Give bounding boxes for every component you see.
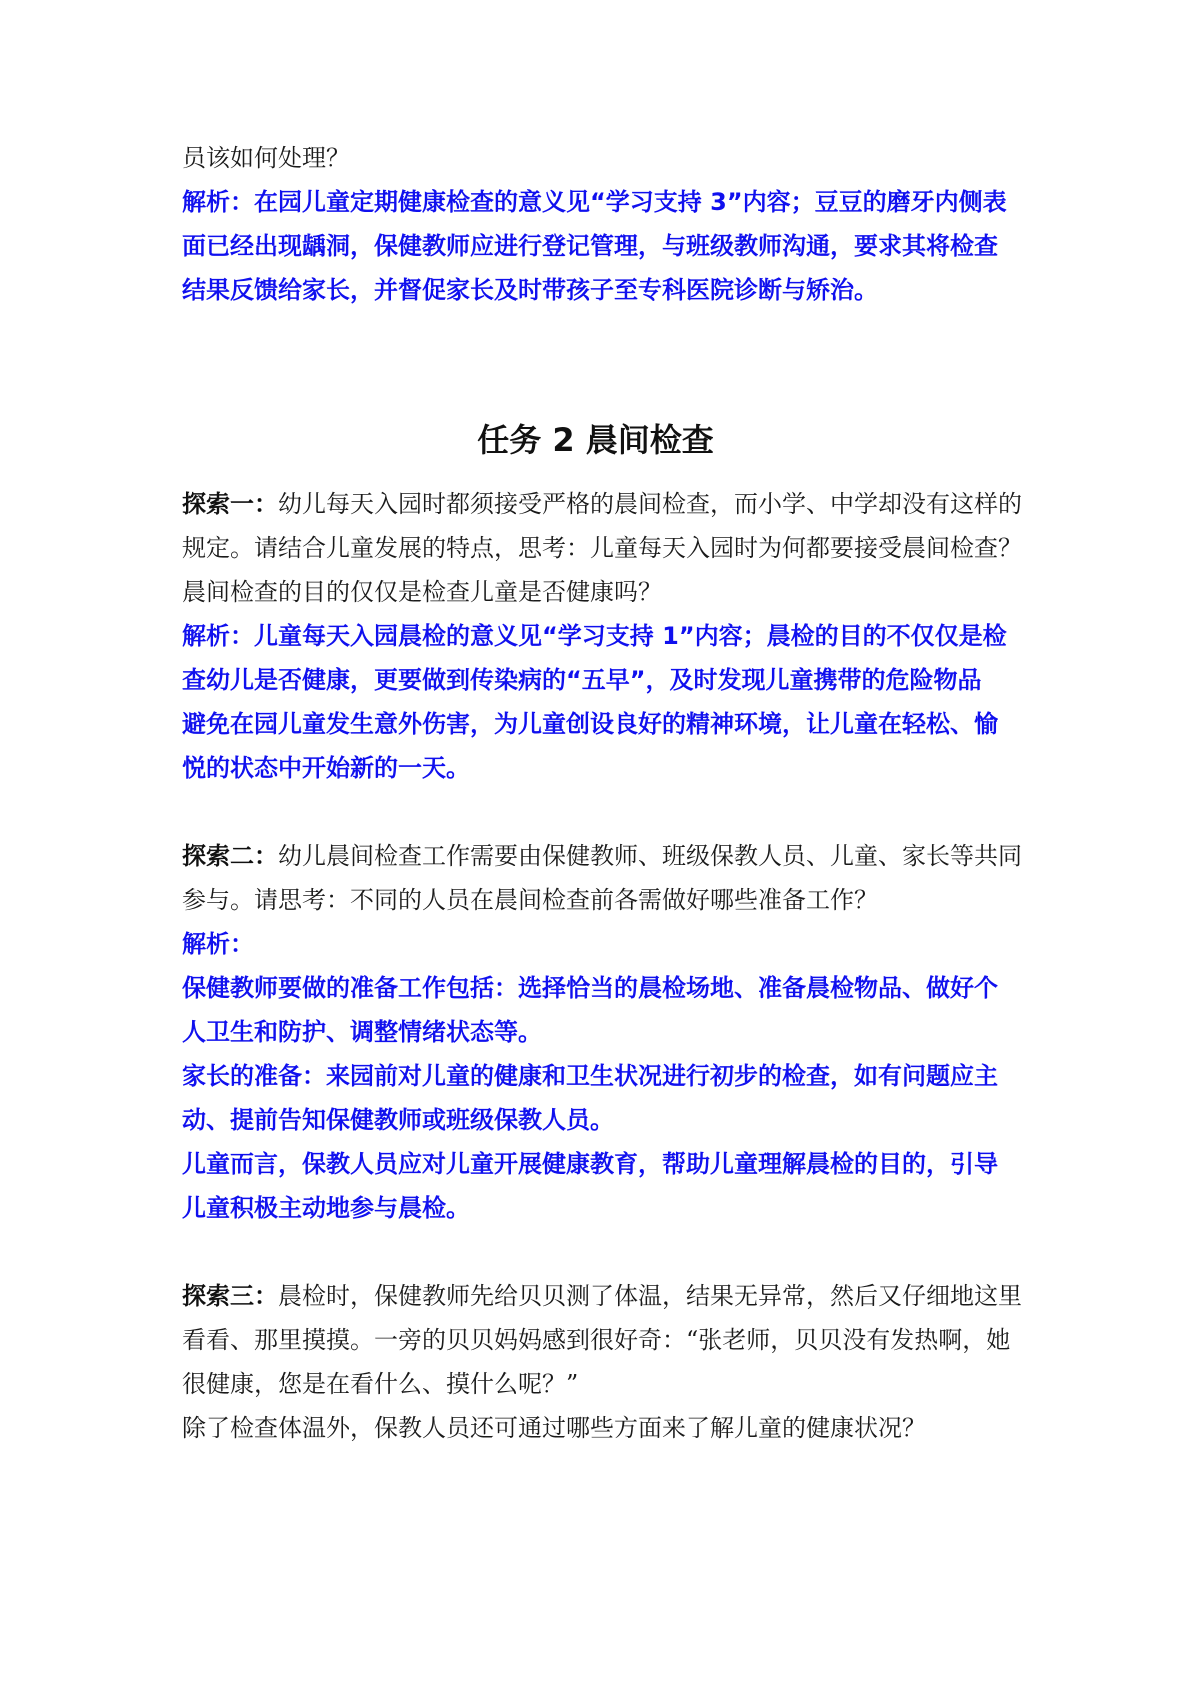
explore1-question-text: 幼儿每天入园时都须接受严格的晨间检查，而小学、中学却没有这样的: [278, 490, 1022, 518]
section-title: 任务 2 晨间检查: [477, 421, 714, 459]
explore3-question-line: [182, 1280, 1022, 1312]
explore3-question-line: 看看、那里摸摸。一旁的贝贝妈妈感到很好奇：“张老师，贝贝没有发热啊，她: [182, 1326, 1011, 1354]
explore1-question-line: [182, 488, 1022, 520]
explore3-lead: 探索三：: [182, 1282, 278, 1310]
explore2-question-line: [182, 840, 1022, 872]
explore2-analysis-line: 儿童而言，保教人员应对儿童开展健康教育，帮助儿童理解晨检的目的，引导: [182, 1150, 998, 1178]
explore2-analysis-line: 儿童积极主动地参与晨检。: [182, 1194, 470, 1222]
explore2-analysis-label: 解析：: [182, 930, 254, 958]
explore1-lead: 探索一：: [182, 490, 278, 518]
explore3-question-text: 晨检时，保健教师先给贝贝测了体温，结果无异常，然后又仔细地这里: [278, 1282, 1022, 1310]
explore1-question-line: 规定。请结合儿童发展的特点，思考：儿童每天入园时为何都要接受晨间检查？: [182, 534, 1022, 562]
explore1-question-line: 晨间检查的目的仅仅是检查儿童是否健康吗？: [182, 578, 662, 606]
explore1-analysis-line: 避免在园儿童发生意外伤害，为儿童创设良好的精神环境，让儿童在轻松、愉: [182, 710, 998, 738]
explore3-question-line: 除了检查体温外，保教人员还可通过哪些方面来了解儿童的健康状况？: [182, 1414, 926, 1442]
explore2-question-line: 参与。请思考：不同的人员在晨间检查前各需做好哪些准备工作？: [182, 886, 878, 914]
explore2-question-text: 幼儿晨间检查工作需要由保健教师、班级保教人员、儿童、家长等共同: [278, 842, 1022, 870]
explore1-analysis-line: 解析：儿童每天入园晨检的意义见“学习支持 1”内容；晨检的目的不仅仅是检: [182, 622, 1007, 650]
intro-analysis-line: 结果反馈给家长，并督促家长及时带孩子至专科医院诊断与矫治。: [182, 276, 878, 304]
explore2-analysis-line: 保健教师要做的准备工作包括：选择恰当的晨检场地、准备晨检物品、做好个: [182, 974, 998, 1002]
intro-continuation-line: 员该如何处理？: [182, 144, 350, 172]
explore2-lead: 探索二：: [182, 842, 278, 870]
explore2-analysis-line: 人卫生和防护、调整情绪状态等。: [182, 1018, 542, 1046]
explore1-analysis-line: 查幼儿是否健康，更要做到传染病的“五早”，及时发现儿童携带的危险物品: [182, 666, 982, 694]
explore3-question-line: 很健康，您是在看什么、摸什么呢？”: [182, 1370, 579, 1398]
explore2-analysis-line: 家长的准备：来园前对儿童的健康和卫生状况进行初步的检查，如有问题应主: [182, 1062, 998, 1090]
explore1-analysis-line: 悦的状态中开始新的一天。: [182, 754, 470, 782]
explore2-analysis-line: 动、提前告知保健教师或班级保教人员。: [182, 1106, 614, 1134]
intro-analysis-line: 解析：在园儿童定期健康检查的意义见“学习支持 3”内容；豆豆的磨牙内侧表: [182, 188, 1007, 216]
intro-analysis-line: 面已经出现龋洞，保健教师应进行登记管理，与班级教师沟通，要求其将检查: [182, 232, 998, 260]
